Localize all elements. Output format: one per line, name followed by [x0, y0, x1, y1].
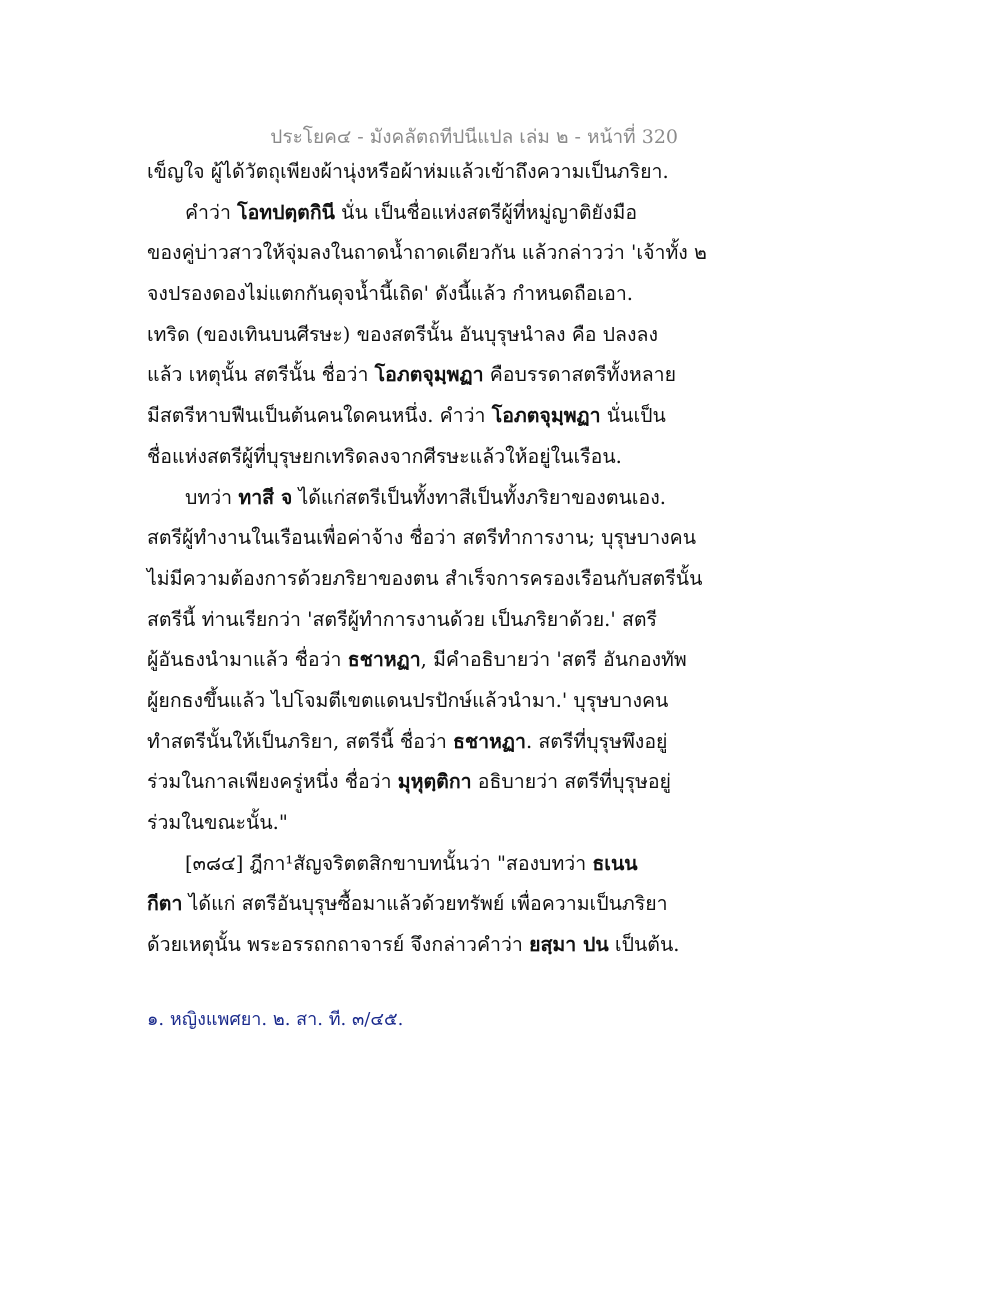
text-line	[147, 559, 703, 600]
text-line	[147, 478, 687, 519]
text-segment: มีสตรีหาบฟืนเป็นต้นคนใดคนหนึ่ง. คำว่า	[147, 404, 492, 428]
text-segment: เป็นต้น.	[608, 933, 680, 957]
text-segment: ผู้ยกธงขึ้นแล้ว ไปโจมตีเขตแดนปรปักษ์แล้วนำมา.' บุรุษบางคน	[147, 688, 669, 712]
text-line	[147, 274, 687, 315]
text-segment: , มีคำอธิบายว่า 'สตรี อันกองทัพ	[420, 648, 687, 672]
text-line	[147, 762, 687, 803]
text-line	[147, 315, 687, 356]
text-segment: นั่น เป็นชื่อแห่งสตรีผู้ที่หมู่ญาติยังมือ	[334, 200, 638, 224]
text-line	[147, 925, 687, 966]
text-line	[147, 844, 687, 885]
text-segment: บทว่า	[185, 485, 239, 509]
text-line	[147, 884, 687, 925]
text-line	[147, 640, 687, 681]
text-segment: ร่วมในขณะนั้น."	[147, 811, 288, 834]
text-segment: ร่วมในกาลเพียงครู่หนึ่ง ชื่อว่า	[147, 770, 398, 794]
text-segment: ผู้อันธงนำมาแล้ว ชื่อว่า	[147, 648, 348, 672]
text-segment: สตรีนี้ ท่านเรียกว่า 'สตรีผู้ทำการงานด้วย เป็นภริยาด้วย.' สตรี	[147, 607, 657, 631]
text-segment: สตรีผู้ทำงานในเรือนเพื่อค่าจ้าง ชื่อว่า สตรีทำการงาน; บุรุษบางคน	[147, 526, 697, 550]
bold-term: ธชาหฏา	[347, 648, 421, 672]
text-segment: ทำสตรีนั้นให้เป็นภริยา, สตรีนี้ ชื่อว่า	[147, 729, 453, 753]
text-segment: ด้วยเหตุนั้น พระอรรถกถาจารย์ จึงกล่าวคำว่า	[147, 933, 530, 957]
text-segment: ได้แก่ สตรีอันบุรุษซื้อมาแล้วด้วยทรัพย์ เพื่อความเป็นภริยา	[182, 892, 668, 916]
bold-term: ธชาหฏา	[452, 729, 526, 753]
text-line	[147, 193, 687, 234]
running-header: ประโยค๔ - มังคลัตถทีปนีแปล เล่ม ๒ - หน้าที่ 320	[270, 126, 678, 148]
text-segment: . สตรีที่บุรุษพึงอยู่	[525, 729, 668, 753]
bold-term: มุหุตฺติกา	[397, 770, 472, 794]
text-segment: อธิบายว่า สตรีที่บุรุษอยู่	[471, 770, 671, 794]
text-line	[147, 803, 687, 844]
text-segment: นั่นเป็น	[600, 404, 666, 428]
bold-term: ธเนน	[592, 851, 638, 875]
footnote: ๑. หญิงแพศยา. ๒. สา. ที. ๓/๔๕.	[147, 1009, 404, 1030]
bold-term: โอทปตฺตกินี	[237, 200, 335, 224]
bold-term: โอภตจุมฺพฏา	[374, 363, 484, 387]
bold-term: ยสฺมา ปน	[529, 933, 609, 957]
text-segment: แล้ว เหตุนั้น สตรีนั้น ชื่อว่า	[147, 363, 375, 387]
text-segment: ไม่มีความต้องการด้วยภริยาของตน สำเร็จการครองเรือนกับสตรีนั้น	[147, 566, 703, 590]
text-segment: เทริด (ของเทินบนศีรษะ) ของสตรีนั้น อันบุรุษนำลง คือ ปลงลง	[147, 322, 658, 346]
text-segment: ชื่อแห่งสตรีผู้ที่บุรุษยกเทริดลงจากศีรษะแล้วให้อยู่ในเรือน.	[147, 444, 622, 468]
body-text	[147, 152, 707, 966]
bold-term: กีตา	[147, 892, 183, 916]
text-segment: สัญจริตตสิกขาบทนั้นว่า "สองบทว่า	[293, 851, 593, 875]
text-line	[147, 233, 707, 274]
bold-term: โอภตจุมฺพฏา	[491, 404, 601, 428]
text-segment: คือบรรดาสตรีทั้งหลาย	[483, 363, 677, 387]
text-line	[147, 437, 687, 478]
text-segment: ¹	[285, 851, 294, 875]
text-line	[147, 518, 697, 559]
bold-term: ทาสี จ	[238, 485, 293, 509]
text-segment: เข็ญใจ ผู้ได้วัตถุเพียงผ้านุ่งหรือผ้าห่มแล้วเข้าถึงความเป็นภริยา.	[147, 160, 669, 183]
text-line	[147, 600, 687, 641]
text-segment: คำว่า	[185, 200, 238, 224]
text-line	[147, 681, 687, 722]
text-segment: ได้แก่สตรีเป็นทั้งทาสีเป็นทั้งภริยาของตนเอง.	[292, 485, 666, 509]
text-segment: ของคู่บ่าวสาวให้จุ่มลงในถาดน้ำถาดเดียวกัน แล้วกล่าวว่า 'เจ้าทั้ง ๒	[147, 241, 707, 265]
text-segment: จงปรองดองไม่แตกกันดุจน้ำนี้เถิด' ดังนี้แล้ว กำหนดถือเอา.	[147, 282, 633, 306]
text-line	[147, 152, 687, 193]
text-line	[147, 722, 687, 763]
text-segment: [๓๘๔] ฎีกา	[185, 851, 286, 875]
text-line	[147, 355, 687, 396]
text-line	[147, 396, 687, 437]
